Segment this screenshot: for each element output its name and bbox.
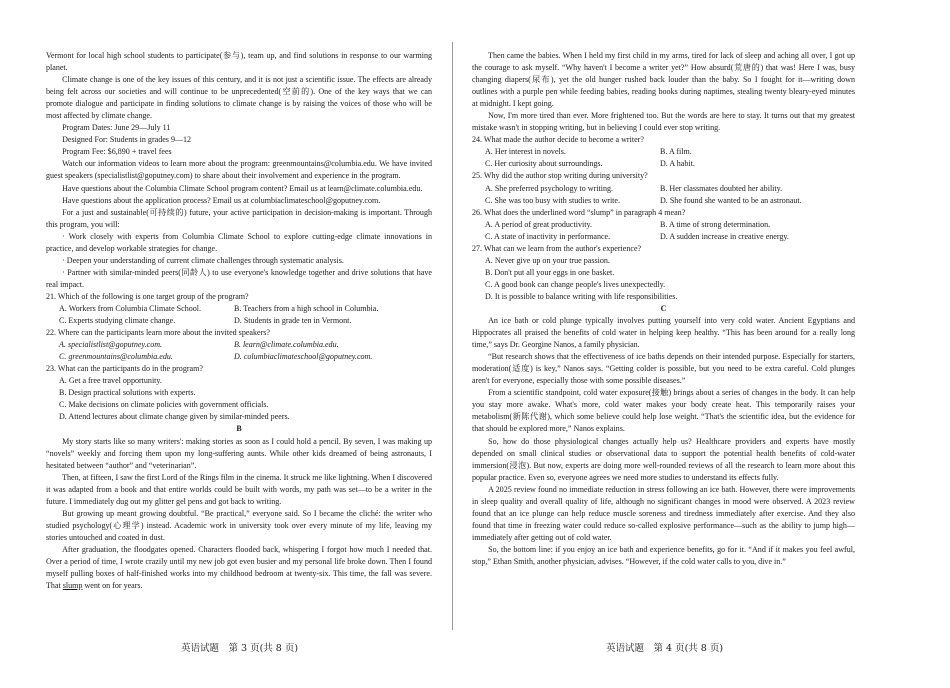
answer-option: C. A state of inactivity in performance. bbox=[485, 231, 611, 241]
option-row bbox=[472, 195, 855, 207]
right-column bbox=[472, 50, 855, 568]
answer-option: A. Workers from Columbia Climate School. bbox=[59, 303, 202, 313]
answer-option: C. She was too busy with studies to write. bbox=[485, 195, 621, 205]
answer-option: C. Her curiosity about surroundings. bbox=[485, 159, 603, 169]
paragraph: After graduation, the floodgates opened. Characters flooded back, whispering I forgot how much I needed that. Over a period of time, I wrote crazily until my new job got even busier and my personal life broke down. Then I found myself pulling boxes of half-finished works into my childhood bedroom at twenty-six. This time, the fall was severe. That slump went on for years. bbox=[46, 544, 432, 591]
paragraph: Then came the babies. When I held my first child in my arms, tired for lack of sleep and aching all over, I got up the courage to ask myself. “Why haven't I become a writer yet?” How absurd(荒唐的) that was! Here I was, busy changing diapers(尿布), yet the old hunger rushed back louder than the baby. So I fought for it—writing down outlines with a purple pen while feeding babies, reading books during naptimes, stealing twenty bleary-eyed minutes at midnight. I kept going. bbox=[472, 51, 855, 109]
paragraph: Then, at fifteen, I saw the first Lord of the Rings film in the cinema. It struck me like lightning. When I discovered it was adapted from a book and that entire worlds could be built with words, my path was set—to be a writer in the future. I immediately dug out my glitter gel pens and got back to writing. bbox=[46, 472, 432, 506]
question: 21. Which of the following is one target group of the program? bbox=[46, 291, 249, 301]
answer-option: B. A film. bbox=[660, 147, 692, 157]
paragraph: Designed For: Students in grades 9—12 bbox=[62, 135, 192, 145]
answer-option: B. Design practical solutions with experts. bbox=[59, 388, 196, 398]
answer-option: A. Get a free travel opportunity. bbox=[59, 376, 162, 386]
left-column bbox=[46, 50, 432, 592]
paragraph: Now, I'm more tired than ever. More frightened too. But the words are here to stay. It turns out that my greatest mistake wasn't in stopping writing, but in believing I could ever stop writing. bbox=[472, 111, 855, 133]
answer-option: D. A sudden increase in creative energy. bbox=[660, 231, 789, 241]
answer-option: B. learn@climate.columbia.edu. bbox=[234, 340, 339, 350]
answer-option: A. Never give up on your true passion. bbox=[485, 255, 610, 265]
paragraph: · Work closely with experts from Columbia Climate School to explore cutting-edge climate innovations in practice, and develop workable strategies for change. bbox=[46, 231, 432, 253]
question: 27. What can we learn from the author's experience? bbox=[472, 243, 642, 253]
answer-option: C. Experts studying climate change. bbox=[59, 316, 176, 326]
option-row bbox=[46, 315, 432, 327]
answer-option: C. greenmountains@columbia.edu. bbox=[59, 352, 173, 362]
paragraph: But growing up meant growing doubtful. “Be practical,” everyone said. So I became the cliché: the writer who studied psychology(心理学) instead. Academic work in university took over every minute of my life, leaving my stories untouched and coated in dust. bbox=[46, 508, 432, 542]
answer-option: D. columbiaclimateschool@goputney.com. bbox=[234, 352, 373, 362]
paragraph: A 2025 review found no immediate reduction in stress following an ice bath. However, there were improvements in sleep quality and overall quality of life, although no significant changes in mood were observed. A 2023 review found that an ice plunge can help reduce muscle soreness and tiredness immediately after exercise. And they also found that time in freezing water could reduce so-called explosive performance—such as the ability to jump high—immediately after getting out of cold water. bbox=[472, 484, 855, 542]
question: 23. What can the participants do in the program? bbox=[46, 364, 203, 374]
option-row bbox=[472, 183, 855, 195]
paragraph: An ice bath or cold plunge typically involves putting yourself into very cold water. Ancient Egyptians and Hippocrates all praised the benefits of cold water in helping keep healthy. “This has been around for a really long time,” says Dr. Georgine Nanos, a family physician. bbox=[472, 316, 855, 350]
answer-option: A. specialistlist@goputney.com. bbox=[59, 340, 163, 350]
underlined-word: slump bbox=[62, 581, 83, 591]
option-row bbox=[472, 146, 855, 158]
answer-option: B. Teachers from a high school in Columbia. bbox=[234, 303, 379, 313]
paragraph: · Deepen your understanding of current climate challenges through systematic analysis. bbox=[62, 255, 344, 265]
paragraph: “But research shows that the effectiveness of ice baths depends on their intended purpose. Especially for starters, moderation(适度) is key,” Nanos says. “Getting colder is possible, but you need to be extra careful. Cold plunges aren't for everyone, especially those with some possible diseases.” bbox=[472, 352, 855, 386]
paragraph: Have questions about the Columbia Climate School program content? Email us at learn@climate.columbia.edu. bbox=[62, 183, 423, 193]
answer-option: C. A good book can change people's lives unexpectedly. bbox=[485, 279, 666, 289]
option-row bbox=[46, 303, 432, 315]
section-heading: C bbox=[660, 303, 667, 313]
paragraph: Program Fee: $6,890 + travel fees bbox=[62, 147, 172, 157]
answer-option: C. Make decisions on climate policies with government officials. bbox=[59, 400, 269, 410]
question: 26. What does the underlined word “slump” in paragraph 4 mean? bbox=[472, 207, 686, 217]
paragraph: So, the bottom line: if you enjoy an ice bath and experience benefits, go for it. “And if it makes you feel awful, stop,” Ethan Smith, another physician, advises. “However, if the cold water calls to you, dive in.” bbox=[472, 544, 855, 566]
answer-option: B. Don't put all your eggs in one basket. bbox=[485, 267, 615, 277]
answer-option: D. Students in grade ten in Vermont. bbox=[234, 316, 352, 326]
footer-right: 英语试题 第 4 页(共 8 页) bbox=[606, 643, 724, 654]
paragraph: Have questions about the application process? Email us at columbiaclimateschool@goputney.com. bbox=[62, 195, 381, 205]
paragraph: My story starts like so many writers': making stories as soon as I could hold a pencil. By seven, I was making up “novels” weekly and forcing them upon my long-suffering aunts. While other kids dreamed of being astronauts, I hesitated between “author” and “veterinarian”. bbox=[46, 436, 432, 470]
option-row bbox=[472, 231, 855, 243]
answer-option: D. A habit. bbox=[660, 159, 695, 169]
answer-option: A. She preferred psychology to writing. bbox=[485, 183, 614, 193]
answer-option: D. She found she wanted to be an astronaut. bbox=[660, 195, 802, 205]
answer-option: B. A time of strong determination. bbox=[660, 219, 771, 229]
footer-left: 英语试题 第 3 页(共 8 页) bbox=[181, 643, 299, 654]
paragraph: From a scientific standpoint, cold water exposure(接触) brings about a series of changes in the body. It can help you stay more awake. What's more, cold water makes your body create heat. This temporarily raises your metabolism(新陈代谢), which some believe could help lose weight. “That's the scientific idea, but the evidence for that should be explored more,” Nanos explains. bbox=[472, 388, 855, 434]
paragraph: So, how do those physiological changes actually help us? Healthcare providers and experts have mostly depended on small clinical studies or observational data to support the potential health benefits of cold-water immersion(浸泡). But now, experts are doing more well-rounded reviews of all the research to learn more about this popular practice. Even so, everyone agrees we need more studies to understand its effects fully. bbox=[472, 436, 855, 482]
option-row bbox=[472, 219, 855, 231]
paragraph: Vermont for local high school students to participate(参与), team up, and find solutions in response to our warming planet. bbox=[46, 51, 432, 73]
answer-option: D. Attend lectures about climate change given by similar-minded peers. bbox=[59, 412, 290, 422]
question: 22. Where can the participants learn more about the invited speakers? bbox=[46, 328, 270, 338]
paragraph: Program Dates: June 29—July 11 bbox=[62, 123, 171, 133]
column-divider bbox=[452, 42, 453, 630]
option-row bbox=[46, 351, 432, 363]
answer-option: B. Her classmates doubted her ability. bbox=[660, 183, 783, 193]
paragraph: · Partner with similar-minded peers(同龄人) to use everyone's knowledge together and drive solutions that have real impact. bbox=[46, 267, 432, 289]
paragraph: Watch our information videos to learn more about the program: greenmountains@columbia.edu. We have invited guest speakers (specialistlist@goputney.com) to share about their involvement and experience in the program. bbox=[46, 159, 432, 181]
answer-option: A. Her interest in novels. bbox=[485, 147, 566, 157]
paragraph: Climate change is one of the key issues of this century, and it is not just a scientific issue. The effects are already being felt across our societies and will continue to be unprecedented(空前的). One of the key ways that we can promote dialogue and participate in finding solutions to climate change is by raising the voices of those who will be most affected by climate change. bbox=[46, 75, 432, 121]
section-heading: B bbox=[236, 424, 242, 434]
answer-option: A. A period of great productivity. bbox=[485, 219, 592, 229]
answer-option: D. It is possible to balance writing with life responsibilities. bbox=[485, 291, 678, 301]
paragraph: For a just and sustainable(可持续的) future, your active participation in decision-making is important. Through this program, you will: bbox=[46, 207, 432, 229]
question: 25. Why did the author stop writing during university? bbox=[472, 171, 648, 181]
question: 24. What made the author decide to become a writer? bbox=[472, 135, 644, 145]
option-row bbox=[472, 158, 855, 170]
option-row bbox=[46, 339, 432, 351]
